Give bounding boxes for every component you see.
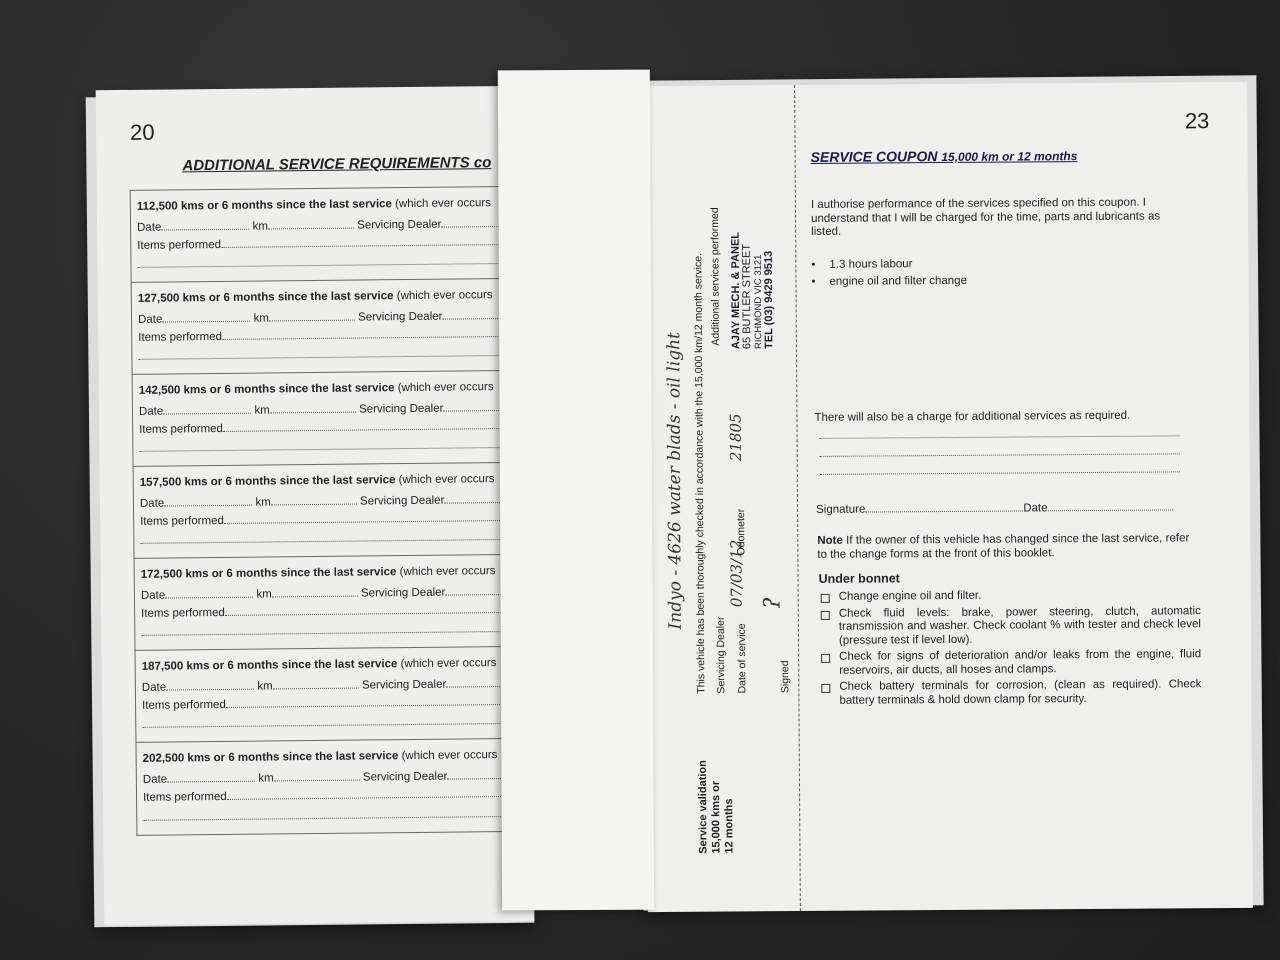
items-field[interactable] bbox=[224, 511, 514, 524]
check-text: Check fluid levels: brake, power steering, clutch, automatic transmission and washer. Check coolant % with tester and check level (pressure test if level low). bbox=[838, 604, 1201, 647]
entry-title bbox=[143, 748, 535, 764]
entry-title bbox=[142, 656, 535, 672]
entry-note: (which ever occurs bbox=[398, 473, 495, 487]
handwritten-signature: ʔ bbox=[760, 597, 786, 610]
checkbox[interactable] bbox=[821, 610, 830, 619]
km-label: km bbox=[258, 772, 274, 785]
page-number-left: 20 bbox=[129, 119, 155, 145]
odometer-label: Odometer bbox=[735, 508, 748, 556]
entry-note: (which ever occurs bbox=[395, 197, 492, 211]
items-label: Items performed bbox=[142, 698, 226, 712]
check-text: Check battery terminals for corrosion, (clean as required). Check battery terminals & hold down clamp for security. bbox=[839, 678, 1202, 707]
dotted-line bbox=[138, 355, 534, 360]
items-label: Items performed bbox=[138, 330, 223, 344]
entry-items bbox=[142, 694, 534, 711]
service-item-label: 1.3 hours labour bbox=[829, 258, 913, 271]
dealer-label: Servicing Dealer bbox=[360, 586, 446, 600]
date-label: Date bbox=[138, 405, 164, 418]
checkbox[interactable] bbox=[821, 684, 830, 693]
date-label: Date bbox=[137, 221, 162, 234]
date-field[interactable] bbox=[1048, 500, 1173, 511]
items-field[interactable] bbox=[222, 327, 512, 340]
entry-interval: 202,500 kms or 6 months since the last service bbox=[142, 750, 399, 765]
dealer-field[interactable] bbox=[443, 401, 503, 412]
handwritten-odometer: 21805 bbox=[726, 413, 745, 462]
handwritten-services: Indyo - 4626 water blads - oil light bbox=[664, 332, 686, 630]
items-label: Items performed bbox=[137, 238, 222, 252]
tear-off-line bbox=[794, 85, 801, 911]
dotted-line bbox=[141, 630, 534, 635]
date-field[interactable] bbox=[161, 220, 249, 231]
entry-items bbox=[138, 327, 534, 344]
service-entry bbox=[136, 738, 534, 834]
date-field[interactable] bbox=[162, 312, 250, 323]
signature-label: Signature bbox=[816, 503, 866, 516]
km-field[interactable] bbox=[271, 495, 357, 506]
bleed-through-text bbox=[552, 165, 564, 168]
page-heading: ADDITIONAL SERVICE REQUIREMENTS co bbox=[182, 154, 492, 175]
dealer-label: Servicing Dealer bbox=[357, 218, 442, 232]
note-text: If the owner of this vehicle has changed since the last service, refer to the change forms at the front of this booklet. bbox=[817, 532, 1190, 561]
entry-title bbox=[137, 197, 535, 213]
note-label: Note bbox=[817, 534, 843, 547]
items-field[interactable] bbox=[225, 603, 515, 616]
items-label: Items performed bbox=[140, 514, 224, 528]
entry-items bbox=[141, 602, 534, 619]
km-label: km bbox=[254, 404, 270, 417]
date-label: Date bbox=[140, 589, 166, 602]
date-label: Date bbox=[137, 313, 163, 326]
entry-note: (which ever occurs bbox=[401, 749, 498, 763]
entry-fields bbox=[143, 768, 535, 785]
date-field[interactable] bbox=[167, 772, 255, 783]
entry-interval: 157,500 kms or 6 months since the last service bbox=[139, 474, 396, 489]
note-block bbox=[817, 532, 1189, 562]
dealer-label: Servicing Dealer bbox=[361, 678, 447, 692]
entry-fields bbox=[138, 309, 534, 326]
km-field[interactable] bbox=[268, 219, 354, 230]
dealer-field[interactable] bbox=[446, 677, 506, 688]
entry-title bbox=[139, 381, 535, 397]
left-page bbox=[96, 86, 535, 925]
entry-fields bbox=[137, 217, 534, 234]
handwritten-date: 07/03/12 bbox=[727, 539, 746, 608]
dealer-stamp bbox=[731, 232, 776, 349]
entry-items bbox=[139, 419, 534, 436]
dealer-label: Servicing Dealer bbox=[359, 494, 445, 508]
km-field[interactable] bbox=[272, 587, 358, 598]
entry-items bbox=[140, 510, 534, 527]
dotted-line bbox=[137, 263, 534, 268]
entry-title bbox=[140, 472, 535, 488]
entry-fields bbox=[140, 492, 534, 509]
entry-note: (which ever occurs bbox=[400, 657, 497, 671]
date-label: Date bbox=[1023, 502, 1048, 515]
entry-note: (which ever occurs bbox=[397, 381, 494, 395]
entry-title bbox=[138, 289, 535, 305]
date-label: Date bbox=[142, 773, 168, 786]
signature-field[interactable] bbox=[865, 501, 1023, 512]
dotted-line bbox=[820, 471, 1180, 475]
authorise-text: I authorise performance of the services specified on this coupon. I understand that I will be charged for the time, parts and lubricants as listed. bbox=[810, 196, 1161, 238]
km-label: km bbox=[256, 588, 272, 601]
checkbox[interactable] bbox=[821, 594, 830, 603]
entry-items bbox=[137, 235, 534, 252]
additional-charge-text: There will also be a charge for additional services as required. bbox=[814, 409, 1131, 424]
date-field[interactable] bbox=[163, 404, 251, 415]
km-label: km bbox=[255, 496, 271, 509]
date-of-service-label: Date of service bbox=[735, 623, 749, 694]
dealer-field[interactable] bbox=[441, 217, 501, 228]
stamp-suburb: RICHMOND VIC 3121 bbox=[752, 254, 765, 350]
service-entry bbox=[136, 646, 535, 742]
date-field[interactable] bbox=[165, 588, 253, 599]
service-entries-table bbox=[130, 186, 535, 836]
entry-note: (which ever occurs bbox=[399, 565, 496, 579]
dotted-line bbox=[140, 538, 534, 543]
servicing-dealer-label: Servicing Dealer bbox=[714, 616, 728, 694]
service-entry bbox=[132, 279, 535, 375]
entry-interval: 112,500 kms or 6 months since the last service bbox=[136, 198, 392, 213]
km-label: km bbox=[252, 220, 268, 233]
under-bonnet-title: Under bonnet bbox=[818, 571, 900, 586]
km-label: km bbox=[257, 680, 273, 693]
dealer-field[interactable] bbox=[442, 309, 502, 320]
service-entry bbox=[134, 462, 535, 558]
validation-title bbox=[697, 760, 737, 854]
dealer-label: Servicing Dealer bbox=[358, 310, 443, 324]
entry-fields bbox=[142, 676, 535, 693]
services-list bbox=[811, 256, 1176, 289]
check-item bbox=[821, 678, 1201, 708]
stamp-tel: TEL (03) 9429 9513 bbox=[762, 250, 776, 350]
dealer-label: Servicing Dealer bbox=[362, 770, 448, 784]
date-label: Date bbox=[139, 497, 165, 510]
date-field[interactable] bbox=[166, 680, 254, 691]
km-field[interactable] bbox=[270, 403, 356, 414]
entry-interval: 127,500 kms or 6 months since the last service bbox=[137, 290, 394, 305]
entry-title bbox=[141, 564, 535, 580]
service-entry bbox=[133, 371, 535, 467]
dealer-label: Servicing Dealer bbox=[358, 402, 444, 416]
validation-title-line-2: 15,000 kms or bbox=[709, 780, 723, 854]
coupon-title bbox=[811, 147, 1078, 165]
stamp-name: AJAY MECH. & PANEL bbox=[729, 231, 743, 350]
entry-interval: 142,500 kms or 6 months since the last service bbox=[138, 382, 395, 397]
entry-items bbox=[143, 786, 534, 803]
checks-list bbox=[821, 588, 1202, 711]
km-field[interactable] bbox=[273, 679, 359, 690]
dealer-field[interactable] bbox=[444, 493, 504, 504]
check-text: Check for signs of deterioration and/or leaks from the engine, fluid reservoirs, air ducts, all hoses and clamps. bbox=[839, 648, 1202, 677]
items-field[interactable] bbox=[221, 235, 511, 248]
service-item: • engine oil and filter change bbox=[811, 274, 967, 288]
validation-statement: This vehicle has been thoroughly checked in accordance with the 15,000 km/12 month service. bbox=[692, 253, 708, 694]
dotted-line bbox=[820, 435, 1180, 439]
entry-note: (which ever occurs bbox=[396, 289, 493, 303]
dotted-line bbox=[820, 453, 1180, 457]
validation-title-line-3: 12 months bbox=[723, 798, 736, 854]
dotted-line bbox=[143, 815, 534, 820]
check-item bbox=[821, 605, 1201, 648]
service-item-label: engine oil and filter change bbox=[829, 274, 967, 288]
dotted-line bbox=[139, 447, 534, 452]
dealer-field[interactable] bbox=[447, 769, 507, 780]
validation-title-line-1: Service validation bbox=[696, 760, 710, 854]
coupon-title-sub: 15,000 km or 12 months bbox=[941, 149, 1078, 165]
checkbox[interactable] bbox=[821, 654, 830, 663]
signature-row bbox=[816, 500, 1186, 517]
coupon-title-main: SERVICE COUPON bbox=[810, 148, 938, 165]
service-item: • 1.3 hours labour bbox=[811, 258, 913, 271]
entry-fields bbox=[139, 401, 534, 418]
km-label: km bbox=[253, 312, 269, 325]
dotted-line bbox=[142, 722, 534, 727]
service-entry bbox=[131, 187, 535, 283]
signed-label: Signed bbox=[779, 660, 792, 694]
check-item bbox=[821, 648, 1201, 678]
dealer-field[interactable] bbox=[445, 585, 505, 596]
additional-services-label: Additional services performed bbox=[708, 207, 722, 346]
items-field[interactable] bbox=[227, 787, 517, 800]
items-label: Items performed bbox=[141, 606, 225, 620]
right-page bbox=[642, 82, 1253, 912]
entry-fields bbox=[141, 584, 534, 601]
items-label: Items performed bbox=[139, 422, 223, 436]
service-entry bbox=[135, 554, 535, 650]
items-field[interactable] bbox=[223, 419, 513, 432]
date-label: Date bbox=[141, 681, 167, 694]
items-label: Items performed bbox=[142, 790, 227, 804]
km-field[interactable] bbox=[274, 771, 360, 782]
check-text: Change engine oil and filter. bbox=[838, 589, 982, 603]
items-field[interactable] bbox=[226, 695, 516, 708]
stamp-street: 65 BUTLER STREET bbox=[740, 243, 754, 350]
km-field[interactable] bbox=[269, 311, 355, 322]
entry-interval: 187,500 kms or 6 months since the last service bbox=[141, 658, 398, 673]
check-item bbox=[821, 588, 1201, 604]
page-number-right: 23 bbox=[1184, 108, 1210, 134]
date-field[interactable] bbox=[164, 496, 252, 507]
entry-interval: 172,500 kms or 6 months since the last service bbox=[140, 566, 397, 581]
